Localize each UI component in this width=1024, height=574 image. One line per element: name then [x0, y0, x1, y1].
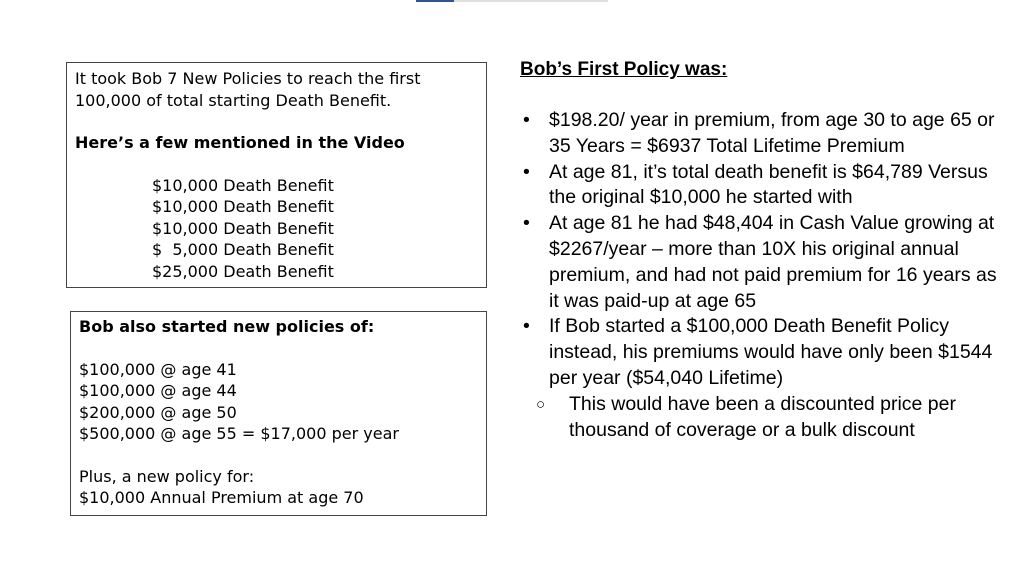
new-policy-item: $100,000 @ age 44	[79, 381, 237, 400]
death-benefit-item: $10,000 Death Benefit	[152, 197, 334, 216]
new-policies-box	[70, 311, 487, 516]
bullet-item	[520, 211, 1000, 314]
plus-policy-line-1: Plus, a new policy for:	[79, 466, 255, 486]
bullet-item	[520, 108, 1000, 160]
new-policy-item: $200,000 @ age 50	[79, 402, 237, 422]
bullet-dot-icon: •	[523, 315, 530, 338]
bullet-item	[520, 160, 1000, 212]
sub-bullet-item	[520, 392, 1000, 444]
new-policy-item: $500,000 @ age 55 = $17,000 per year	[79, 424, 399, 443]
slide-progress-fill	[416, 0, 454, 2]
video-policies-heading: Here’s a few mentioned in the Video	[75, 133, 405, 152]
new-policy-item: $100,000 @ age 41	[79, 359, 237, 379]
sub-bullets	[520, 392, 1000, 444]
bullet-text: At age 81, it’s total death benefit is $64,789 Versus the original $10,000 he started with	[549, 160, 988, 209]
bullet-text: $198.20/ year in premium, from age 30 to age 65 or 35 Years = $6937 Total Lifetime Premium	[549, 109, 995, 157]
policies-summary-box	[66, 62, 487, 288]
death-benefit-item: $10,000 Death Benefit	[152, 218, 334, 238]
sub-bullet-text: This would have been a discounted price per thousand of coverage or a bulk discount	[569, 392, 956, 441]
death-benefit-item: $10,000 Death Benefit	[152, 175, 334, 195]
bullet-dot-icon: •	[523, 109, 530, 131]
new-policies-heading: Bob also started new policies of:	[79, 317, 375, 336]
bullet-dot-icon: •	[523, 212, 530, 235]
summary-line-2: 100,000 of total starting Death Benefit.	[75, 90, 392, 110]
sub-bullet-circle-icon: ○	[536, 395, 546, 413]
bullet-dot-icon: •	[523, 160, 530, 183]
first-policy-section	[520, 58, 1000, 443]
bullet-text: At age 81 he had $48,404 in Cash Value growing at $2267/year – more than 10X his original annual premium, and had not paid premium for 16 years as it was paid-up at age 65	[549, 212, 997, 312]
bullet-item	[520, 314, 1000, 391]
death-benefit-item: $ 5,000 Death Benefit	[152, 240, 334, 259]
first-policy-heading: Bob’s First Policy was:	[520, 59, 728, 80]
summary-line-1: It took Bob 7 New Policies to reach the first	[75, 69, 421, 88]
death-benefit-item: $25,000 Death Benefit	[152, 261, 334, 281]
first-policy-bullets	[520, 108, 1000, 392]
slide-progress-bar	[416, 0, 608, 2]
bullet-text: If Bob started a $100,000 Death Benefit Policy instead, his premiums would have only been $1544 per year ($54,040 Lifetime)	[549, 315, 993, 389]
plus-policy-line-2: $10,000 Annual Premium at age 70	[79, 488, 364, 507]
